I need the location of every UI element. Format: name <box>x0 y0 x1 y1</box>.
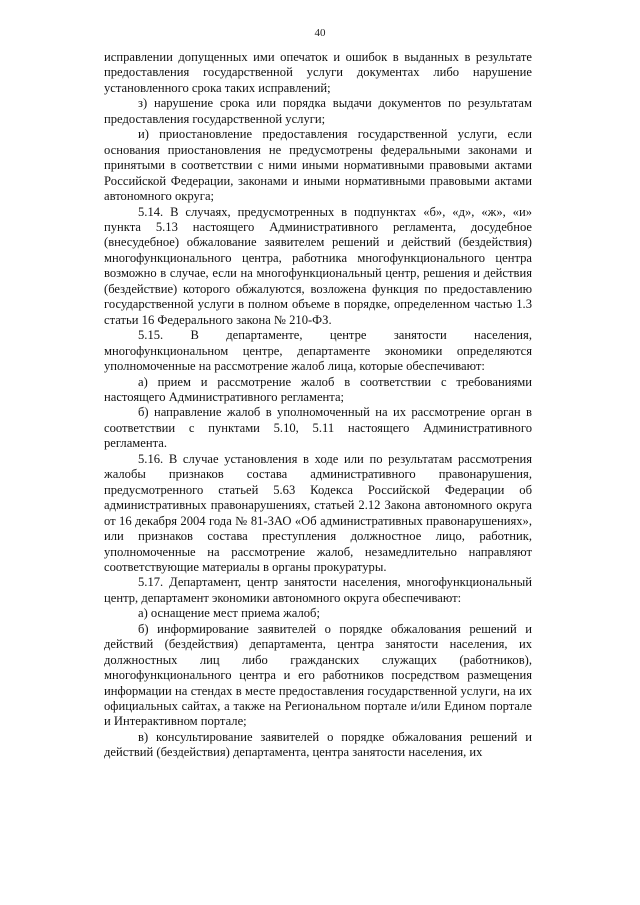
paragraph-continuation: исправлении допущенных ими опечаток и ошибок в выданных в результате предоставления государственной услуги документах либо нарушение установленного срока таких исправлений; <box>104 50 532 95</box>
paragraph-5-14: 5.14. В случаях, предусмотренных в подпунктах «б», «д», «ж», «и» пункта 5.13 настоящего Административного регламента, досудебное (внесудебное) обжалование заявителем решений и действий (бездействия) многофункционального центра, работника многофункционального центра возможно в случае, если на многофункциональный центр, решения и действия (бездействие) которого обжалуются, возложена функция по предоставлению государственной услуги в полном объеме в порядке, определенном частью 1.3 статьи 16 Федерального закона № 210-ФЗ. <box>104 204 532 327</box>
paragraph-5-15-b: б) направление жалоб в уполномоченный на их рассмотрение орган в соответствии с пунктами 5.10, 5.11 настоящего Административного регламента. <box>104 405 532 451</box>
paragraph-item-i: и) приостановление предоставления государственной услуги, если основания приостановления не предусмотрены федеральными законами и принятыми в соответствии с ними иными нормативными правовыми актами Российской Федерации, законами и иными нормативными правовыми актами автономного округа; <box>104 127 532 204</box>
paragraph-item-z: з) нарушение срока или порядка выдачи документов по результатам предоставления государственной услуги; <box>104 96 532 126</box>
paragraph-5-17-b: б) информирование заявителей о порядке обжалования решений и действий (бездействия) департамента, центра занятости населения, их должностных лиц либо гражданских служащих (работников), многофункционального центра и его работников посредством размещения информации на стендах в месте предоставления государственной услуги, на их официальных сайтах, а также на Региональном портале и/или Едином портале и Интерактивном портале; <box>104 621 532 729</box>
paragraph-5-17-a: а) оснащение мест приема жалоб; <box>138 606 320 621</box>
paragraph-5-17: 5.17. Департамент, центр занятости населения, многофункциональный центр, департамент экономики автономного округа обеспечивают: <box>104 575 532 605</box>
paragraph-5-17-v: в) консультирование заявителей о порядке обжалования решений и действий (бездействия) департамента, центра занятости населения, их <box>104 729 532 760</box>
page-number: 40 <box>314 27 326 39</box>
paragraph-5-16: 5.16. В случае установления в ходе или по результатам рассмотрения жалобы признаков состава административного правонарушения, предусмотренного статьей 5.63 Кодекса Российской Федерации об административных правонарушениях, статьей 2.12 Закона автономного округа от 16 декабря 2004 года № 81-ЗАО «Об административных правонарушениях», или признаков состава преступления должностное лицо, работник, уполномоченные на рассмотрение жалоб, незамедлительно направляют соответствующие материалы в органы прокуратуры. <box>104 451 532 574</box>
paragraph-5-15-a: а) прием и рассмотрение жалоб в соответствии с требованиями настоящего Административного регламента; <box>104 374 532 404</box>
paragraph-5-15: 5.15. В департаменте, центре занятости населения, многофункциональном центре, департаменте экономики определяются уполномоченные на рассмотрение жалоб лица, которые обеспечивают: <box>104 328 532 374</box>
document-body <box>104 50 532 761</box>
